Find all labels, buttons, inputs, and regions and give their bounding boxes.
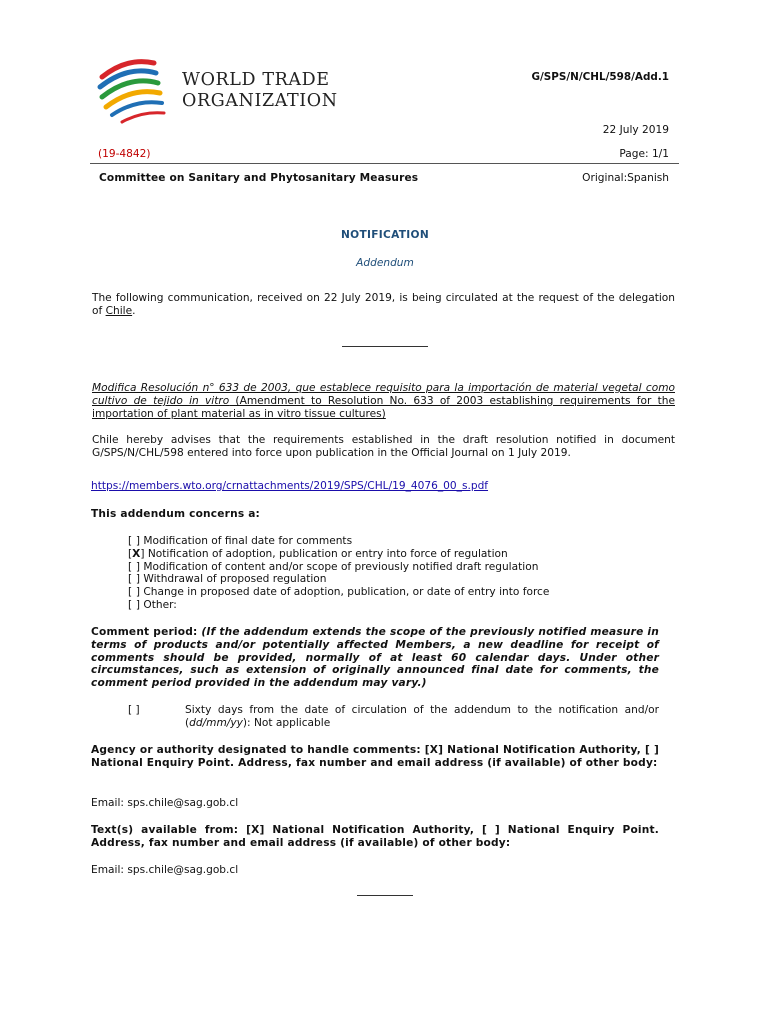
checklist-label: Modification of final date for comments (143, 535, 353, 547)
checklist-item: [ ] Other: (128, 598, 177, 611)
original-language: Original:Spanish (582, 172, 669, 184)
intro-text: The following communication, received on 22 July 2019, is being circulated at the request of the delegation of (92, 292, 675, 317)
sixty-days-text-a: Sixty days from the date of circulation of the addendum to the notification and/or ( (185, 704, 659, 729)
separator-line (342, 346, 428, 347)
checklist-item: [ ] Change in proposed date of adoption, publication, or date of entry into force (128, 586, 550, 599)
checklist-item: [X] Notification of adoption, publication or entry into force of regulation (128, 547, 508, 560)
committee-name: Committee on Sanitary and Phytosanitary Measures (99, 172, 419, 184)
checkbox-mark (132, 599, 136, 611)
addendum-subheading: Addendum (356, 257, 414, 269)
sixty-days-text (185, 704, 659, 730)
checkbox-mark (132, 535, 136, 547)
checkbox-mark: X (132, 547, 141, 560)
notification-heading: NOTIFICATION (340, 229, 429, 241)
wto-logo-icon (92, 55, 182, 130)
concerns-heading: This addendum concerns a: (91, 508, 260, 520)
intro-paragraph (92, 292, 675, 318)
measure-title-spanish: Modifica Resolución n° 633 de 2003, que establece requisito para la importación de material vegetal como cultivo de tejido in vitro (92, 382, 675, 407)
org-name-line2: ORGANIZATION (182, 91, 338, 111)
advice-paragraph: Chile hereby advises that the requirements established in the draft resolution notified in document G/SPS/N/CHL/598 entered into force upon publication in the Official Journal on 1 July 2019. (92, 434, 675, 459)
checklist-label: Change in proposed date of adoption, publication, or date of entry into force (143, 586, 550, 599)
checkbox-mark (132, 573, 136, 585)
comment-period-text: (If the addendum extends the scope of the previously notified measure in terms of products and/or potentially affected Members, a new deadline for receipt of comments should be provided, normally of at least 60 calendar days. Under other circumstances, such as extension of originally announced final date for comments, the comment period provided in the addendum may vary.) (91, 626, 659, 690)
texts-available-section: Text(s) available from: [X] National Notification Authority, [ ] National Enquiry Point. Address, fax number and email address (if available) of other body: (91, 824, 659, 849)
checklist-item: [ ] Modification of content and/or scope of previously notified draft regulation (128, 560, 539, 573)
sixty-days-checkbox: [ ] (128, 704, 140, 716)
end-separator (357, 895, 413, 896)
member-name: Chile (105, 305, 133, 317)
agency-section: Agency or authority designated to handle comments: [X] National Notification Authority, [ ] National Enquiry Point. Address, fax number and email address (if available) of other body: (91, 744, 659, 769)
document-link[interactable]: https://members.wto.org/crnattachments/2019/SPS/CHL/19_4076_00_s.pdf (91, 480, 489, 492)
sixty-days-text-b: ): Not applicable (242, 717, 331, 729)
agency-email: Email: sps.chile@sag.gob.cl (91, 797, 239, 809)
org-name (182, 70, 338, 112)
document-symbol: G/SPS/N/CHL/598/Add.1 (531, 71, 669, 83)
checkbox-mark (132, 561, 136, 573)
checkbox-mark (132, 586, 136, 598)
checklist-label: Notification of adoption, publication or entry into force of regulation (147, 547, 508, 560)
header-divider (90, 163, 679, 164)
checklist-item: [ ] Modification of final date for comments (128, 535, 353, 547)
page-number: Page: 1/1 (619, 148, 669, 160)
org-name-line1: WORLD TRADE (182, 70, 330, 90)
concerns-checklist (128, 535, 549, 612)
texts-available-email: Email: sps.chile@sag.gob.cl (91, 864, 239, 876)
checklist-label: Other: (143, 598, 177, 611)
measure-title-english: (Amendment to Resolution No. 633 of 2003 establishing requirements for the importation of plant material as in vitro tissue cultures) (92, 395, 675, 420)
reference-number: (19-4842) (98, 148, 151, 160)
comment-period-label: Comment period: (91, 626, 198, 638)
checklist-label: Modification of content and/or scope of previously notified draft regulation (143, 560, 539, 573)
intro-end: . (132, 305, 136, 317)
measure-title (92, 382, 675, 421)
comment-period (91, 626, 659, 690)
checklist-label: Withdrawal of proposed regulation (143, 573, 327, 586)
date-format: dd/mm/yy (189, 717, 243, 729)
checklist-item: [ ] Withdrawal of proposed regulation (128, 573, 327, 586)
document-date: 22 July 2019 (602, 124, 669, 136)
